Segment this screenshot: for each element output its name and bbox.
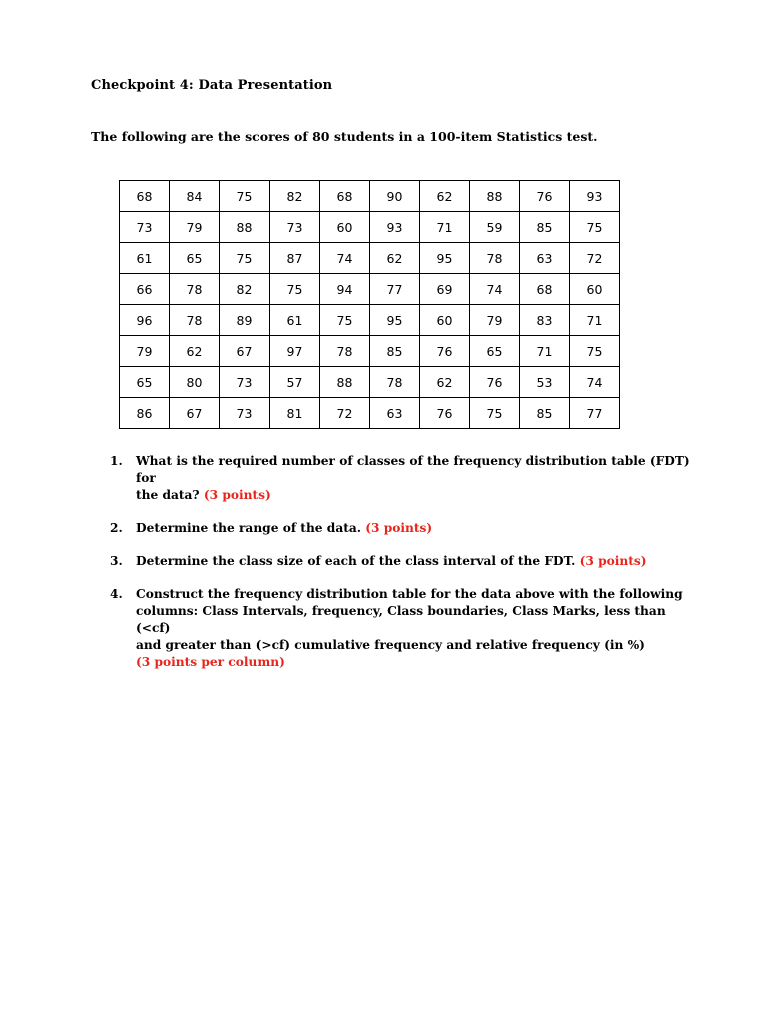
points-label: (3 points) bbox=[579, 554, 647, 568]
score-cell: 74 bbox=[470, 274, 520, 305]
score-cell: 73 bbox=[270, 212, 320, 243]
score-cell: 78 bbox=[320, 336, 370, 367]
score-cell: 88 bbox=[470, 181, 520, 212]
score-cell: 57 bbox=[270, 367, 320, 398]
score-cell: 74 bbox=[320, 243, 370, 274]
table-row bbox=[120, 367, 620, 398]
score-cell: 86 bbox=[120, 398, 170, 429]
score-cell: 71 bbox=[420, 212, 470, 243]
score-cell: 89 bbox=[220, 305, 270, 336]
scores-table bbox=[119, 180, 620, 429]
table-row bbox=[120, 212, 620, 243]
score-cell: 83 bbox=[520, 305, 570, 336]
score-cell: 75 bbox=[570, 212, 620, 243]
question-4 bbox=[110, 586, 700, 671]
score-cell: 95 bbox=[370, 305, 420, 336]
score-cell: 73 bbox=[220, 398, 270, 429]
score-cell: 61 bbox=[270, 305, 320, 336]
score-cell: 60 bbox=[570, 274, 620, 305]
score-cell: 69 bbox=[420, 274, 470, 305]
score-cell: 60 bbox=[420, 305, 470, 336]
points-label: (3 points) bbox=[365, 521, 433, 535]
score-cell: 78 bbox=[170, 305, 220, 336]
score-cell: 78 bbox=[170, 274, 220, 305]
score-cell: 62 bbox=[370, 243, 420, 274]
score-cell: 96 bbox=[120, 305, 170, 336]
table-row bbox=[120, 181, 620, 212]
points-label: (3 points) bbox=[203, 488, 271, 502]
question-1 bbox=[110, 453, 700, 504]
score-cell: 85 bbox=[370, 336, 420, 367]
score-cell: 60 bbox=[320, 212, 370, 243]
question-text-line: Construct the frequency distribution table for the data above with the following bbox=[136, 587, 683, 601]
table-row bbox=[120, 398, 620, 429]
score-cell: 73 bbox=[220, 367, 270, 398]
score-cell: 68 bbox=[320, 181, 370, 212]
score-cell: 76 bbox=[520, 181, 570, 212]
score-cell: 67 bbox=[220, 336, 270, 367]
score-cell: 93 bbox=[370, 212, 420, 243]
score-cell: 78 bbox=[370, 367, 420, 398]
question-number: 2. bbox=[110, 521, 123, 535]
score-cell: 85 bbox=[520, 212, 570, 243]
score-cell: 84 bbox=[170, 181, 220, 212]
table-row bbox=[120, 243, 620, 274]
score-cell: 93 bbox=[570, 181, 620, 212]
question-text-line: columns: Class Intervals, frequency, Class boundaries, Class Marks, less than (<cf) bbox=[136, 604, 666, 635]
question-text-line: the data? bbox=[136, 488, 200, 502]
score-cell: 76 bbox=[420, 336, 470, 367]
score-cell: 73 bbox=[120, 212, 170, 243]
score-cell: 79 bbox=[120, 336, 170, 367]
score-cell: 62 bbox=[420, 367, 470, 398]
score-cell: 62 bbox=[170, 336, 220, 367]
score-cell: 71 bbox=[570, 305, 620, 336]
score-cell: 97 bbox=[270, 336, 320, 367]
question-text: Determine the range of the data. bbox=[136, 521, 361, 535]
score-cell: 65 bbox=[120, 367, 170, 398]
question-text-line: and greater than (>cf) cumulative frequency and relative frequency (in %) bbox=[136, 638, 645, 652]
score-cell: 68 bbox=[120, 181, 170, 212]
question-3 bbox=[110, 553, 700, 570]
page-title: Checkpoint 4: Data Presentation bbox=[91, 78, 333, 93]
score-cell: 75 bbox=[570, 336, 620, 367]
score-cell: 72 bbox=[320, 398, 370, 429]
score-cell: 87 bbox=[270, 243, 320, 274]
score-cell: 88 bbox=[320, 367, 370, 398]
intro-text: The following are the scores of 80 students in a 100-item Statistics test. bbox=[91, 129, 598, 144]
question-number: 1. bbox=[110, 454, 123, 468]
score-cell: 85 bbox=[520, 398, 570, 429]
score-cell: 81 bbox=[270, 398, 320, 429]
score-cell: 59 bbox=[470, 212, 520, 243]
score-cell: 71 bbox=[520, 336, 570, 367]
score-cell: 94 bbox=[320, 274, 370, 305]
score-cell: 53 bbox=[520, 367, 570, 398]
score-cell: 67 bbox=[170, 398, 220, 429]
score-cell: 82 bbox=[270, 181, 320, 212]
question-text: Determine the class size of each of the class interval of the FDT. bbox=[136, 554, 576, 568]
score-cell: 63 bbox=[520, 243, 570, 274]
score-cell: 63 bbox=[370, 398, 420, 429]
score-cell: 75 bbox=[220, 181, 270, 212]
question-number: 3. bbox=[110, 554, 123, 568]
table-row bbox=[120, 336, 620, 367]
score-cell: 90 bbox=[370, 181, 420, 212]
score-cell: 78 bbox=[470, 243, 520, 274]
score-cell: 77 bbox=[570, 398, 620, 429]
score-cell: 66 bbox=[120, 274, 170, 305]
score-cell: 75 bbox=[320, 305, 370, 336]
score-cell: 74 bbox=[570, 367, 620, 398]
score-cell: 76 bbox=[420, 398, 470, 429]
score-cell: 79 bbox=[170, 212, 220, 243]
score-cell: 75 bbox=[470, 398, 520, 429]
table-row bbox=[120, 305, 620, 336]
points-label: (3 points per column) bbox=[136, 655, 285, 669]
score-cell: 80 bbox=[170, 367, 220, 398]
question-number: 4. bbox=[110, 587, 123, 601]
score-cell: 72 bbox=[570, 243, 620, 274]
score-cell: 75 bbox=[220, 243, 270, 274]
score-cell: 62 bbox=[420, 181, 470, 212]
score-cell: 79 bbox=[470, 305, 520, 336]
score-cell: 68 bbox=[520, 274, 570, 305]
score-cell: 61 bbox=[120, 243, 170, 274]
question-text-line: What is the required number of classes of the frequency distribution table (FDT) for bbox=[136, 454, 690, 485]
score-cell: 65 bbox=[470, 336, 520, 367]
questions-list bbox=[110, 453, 700, 687]
score-cell: 95 bbox=[420, 243, 470, 274]
score-cell: 82 bbox=[220, 274, 270, 305]
table-row bbox=[120, 274, 620, 305]
score-cell: 75 bbox=[270, 274, 320, 305]
score-cell: 77 bbox=[370, 274, 420, 305]
score-cell: 88 bbox=[220, 212, 270, 243]
question-2 bbox=[110, 520, 700, 537]
score-cell: 65 bbox=[170, 243, 220, 274]
score-cell: 76 bbox=[470, 367, 520, 398]
